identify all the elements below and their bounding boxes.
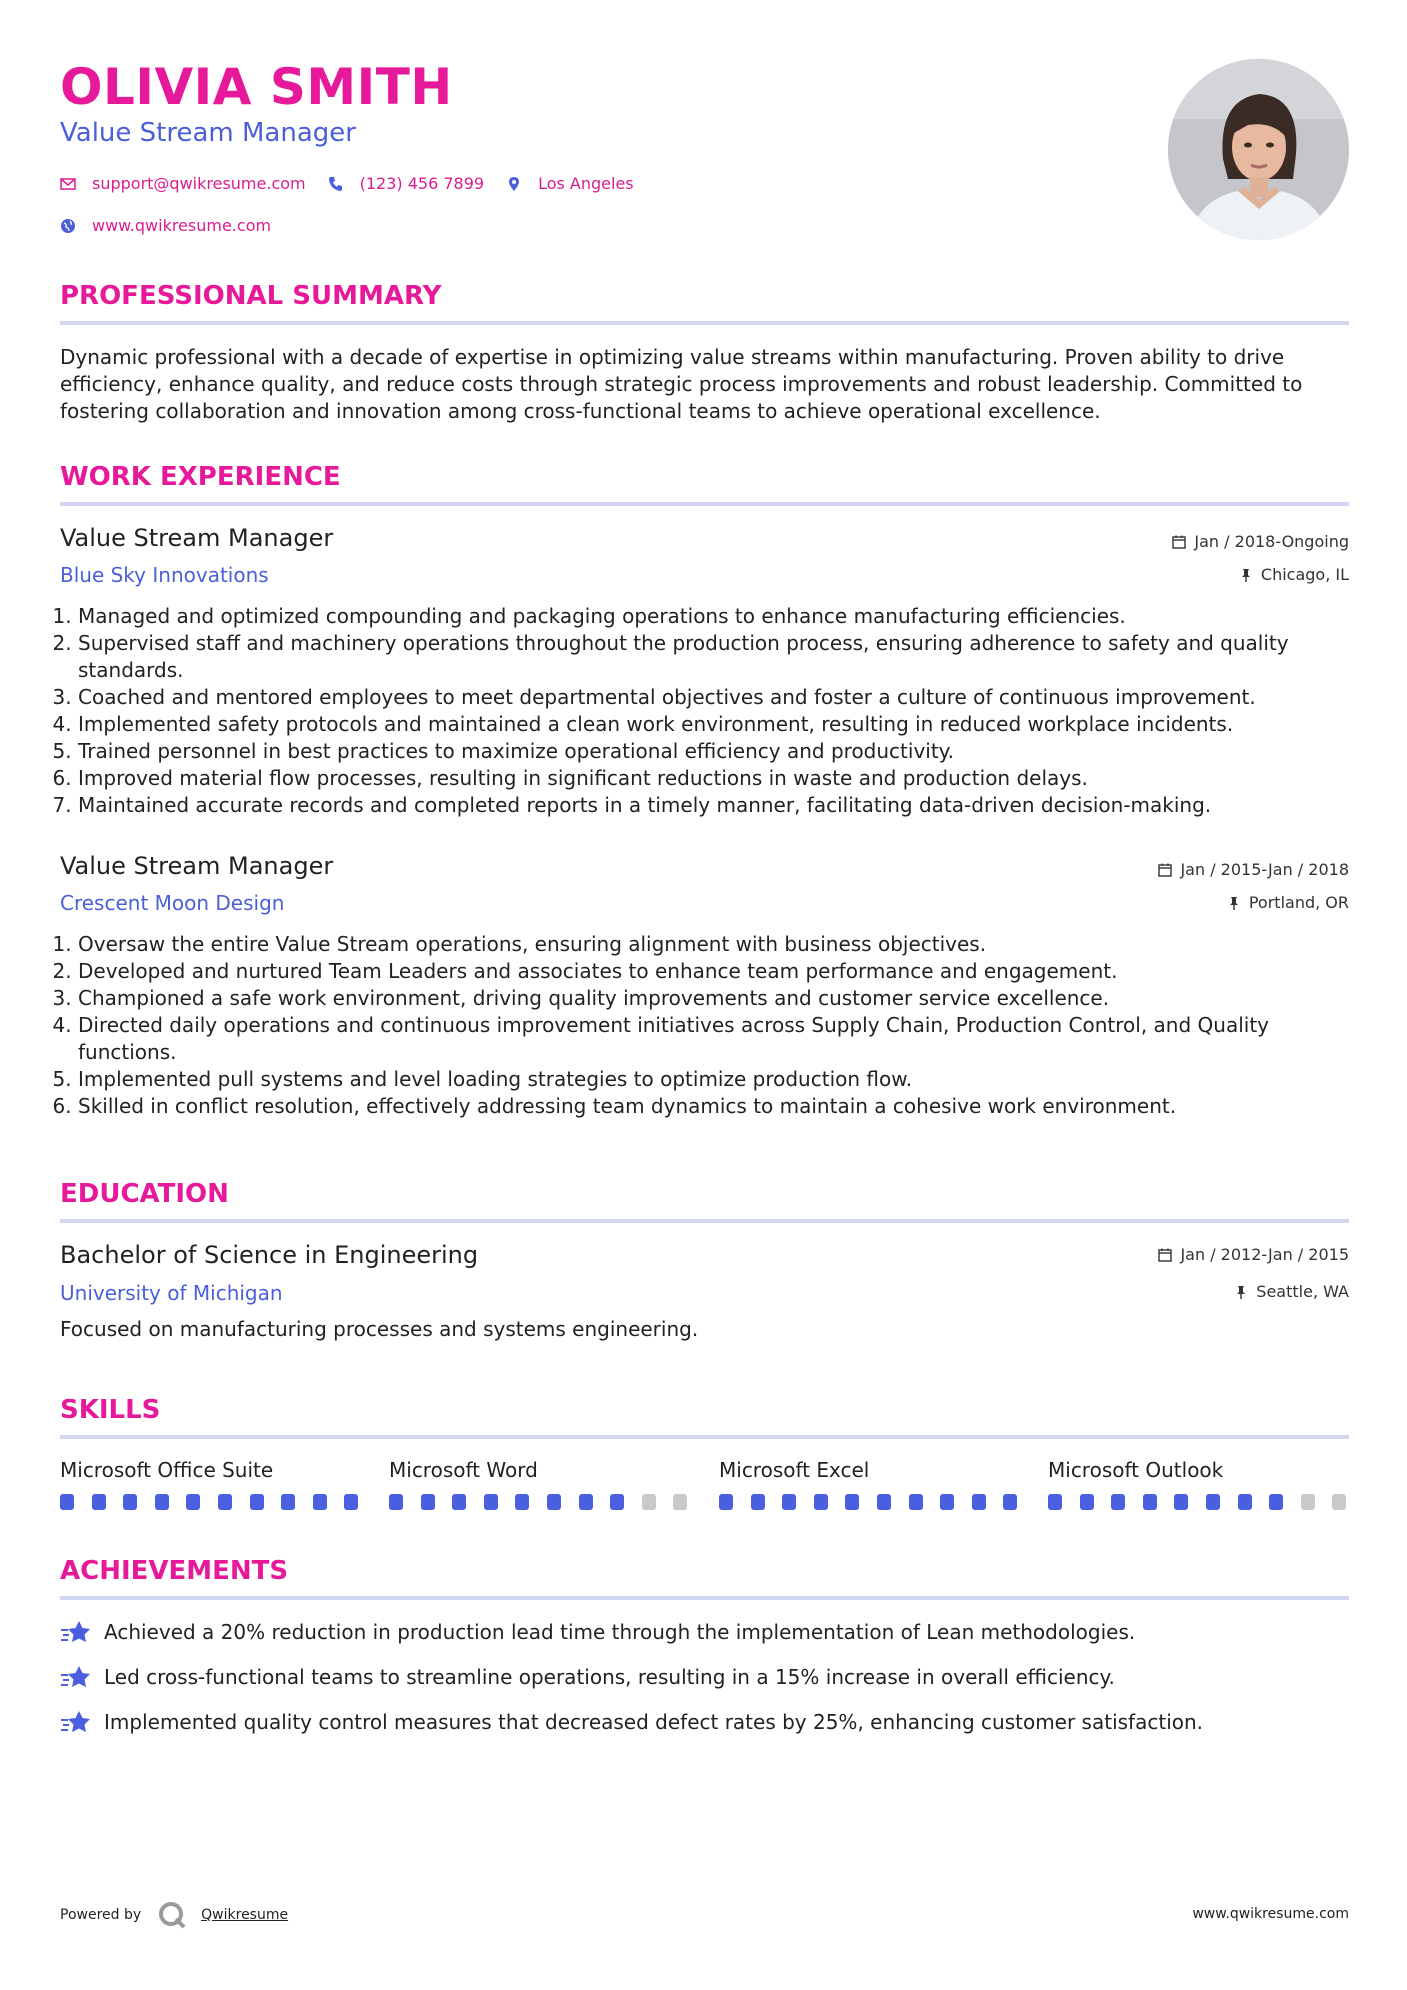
location-text: Los Angeles bbox=[538, 174, 634, 193]
qwikresume-logo-icon bbox=[157, 1900, 187, 1930]
list-item: 3. Championed a safe work environment, driving quality improvements and customer service excellence. bbox=[78, 985, 1368, 1012]
job-dates-text: Jan / 2018-Ongoing bbox=[1194, 532, 1349, 551]
achievement-item bbox=[60, 1618, 1135, 1646]
website-item[interactable] bbox=[60, 216, 271, 235]
rating-dot-empty bbox=[1301, 1494, 1315, 1510]
rating-dot-filled bbox=[515, 1494, 529, 1510]
achievements-divider bbox=[60, 1596, 1349, 1600]
education-location-text: Seattle, WA bbox=[1256, 1282, 1349, 1301]
phone-text: (123) 456 7899 bbox=[359, 174, 485, 193]
envelope-icon bbox=[60, 176, 76, 192]
experience-divider bbox=[60, 502, 1349, 506]
list-item: 6. Improved material flow processes, resulting in significant reductions in waste and production delays. bbox=[78, 765, 1368, 792]
rating-dot-filled bbox=[218, 1494, 232, 1510]
rating-dot-filled bbox=[782, 1494, 796, 1510]
star-icon bbox=[60, 1708, 92, 1736]
job-location-text: Chicago, IL bbox=[1260, 565, 1349, 584]
map-pin-icon bbox=[506, 176, 522, 192]
contact-row bbox=[60, 174, 656, 193]
rating-dot-filled bbox=[484, 1494, 498, 1510]
job-title: Value Stream Manager bbox=[60, 524, 334, 552]
rating-dot-filled bbox=[1269, 1494, 1283, 1510]
job-responsibilities bbox=[60, 931, 1368, 1120]
rating-dot-filled bbox=[877, 1494, 891, 1510]
rating-dot-filled bbox=[1174, 1494, 1188, 1510]
job-location bbox=[1227, 893, 1349, 912]
qwikresume-link[interactable]: Qwikresume bbox=[201, 1907, 289, 1923]
education-description: Focused on manufacturing processes and systems engineering. bbox=[60, 1317, 699, 1341]
skill-rating bbox=[389, 1494, 705, 1510]
rating-dot-filled bbox=[92, 1494, 106, 1510]
skill-item bbox=[1048, 1458, 1348, 1482]
footer-branding bbox=[60, 1900, 288, 1930]
job-dates bbox=[1158, 860, 1349, 879]
rating-dot-filled bbox=[972, 1494, 986, 1510]
rating-dot-filled bbox=[1143, 1494, 1157, 1510]
rating-dot-filled bbox=[940, 1494, 954, 1510]
rating-dot-filled bbox=[1206, 1494, 1220, 1510]
company-name: Blue Sky Innovations bbox=[60, 563, 269, 587]
degree-title: Bachelor of Science in Engineering bbox=[60, 1241, 479, 1269]
powered-by-label: Powered by bbox=[60, 1907, 142, 1923]
calendar-icon bbox=[1158, 863, 1172, 877]
achievement-text: Achieved a 20% reduction in production lead time through the implementation of Lean methodologies. bbox=[104, 1620, 1136, 1644]
rating-dot-filled bbox=[281, 1494, 295, 1510]
list-item: 3. Coached and mentored employees to meet departmental objectives and foster a culture of continuous improvement. bbox=[78, 684, 1368, 711]
job-location-text: Portland, OR bbox=[1248, 893, 1349, 912]
summary-divider bbox=[60, 321, 1349, 325]
company-name: Crescent Moon Design bbox=[60, 891, 285, 915]
skill-name: Microsoft Outlook bbox=[1048, 1458, 1224, 1482]
rating-dot-empty bbox=[1332, 1494, 1346, 1510]
job-dates bbox=[1172, 532, 1349, 551]
list-item: 5. Trained personnel in best practices to maximize operational efficiency and productivity. bbox=[78, 738, 1368, 765]
job-location bbox=[1239, 565, 1349, 584]
rating-dot-filled bbox=[751, 1494, 765, 1510]
rating-dot-filled bbox=[452, 1494, 466, 1510]
rating-dot-filled bbox=[547, 1494, 561, 1510]
calendar-icon bbox=[1158, 1248, 1172, 1262]
rating-dot-filled bbox=[1238, 1494, 1252, 1510]
skills-heading: SKILLS bbox=[60, 1395, 161, 1425]
job-responsibilities bbox=[60, 603, 1368, 819]
portrait-image bbox=[1168, 59, 1349, 240]
skills-divider bbox=[60, 1435, 1349, 1439]
rating-dot-filled bbox=[344, 1494, 358, 1510]
rating-dot-filled bbox=[155, 1494, 169, 1510]
education-heading: EDUCATION bbox=[60, 1179, 229, 1209]
education-divider bbox=[60, 1219, 1349, 1223]
list-item: 2. Developed and nurtured Team Leaders and associates to enhance team performance and engagement. bbox=[78, 958, 1368, 985]
skill-item bbox=[60, 1458, 360, 1482]
rating-dot-filled bbox=[1080, 1494, 1094, 1510]
achievement-text: Led cross-functional teams to streamline operations, resulting in a 15% increase in overall efficiency. bbox=[104, 1665, 1115, 1689]
skill-name: Microsoft Word bbox=[389, 1458, 538, 1482]
website-text: www.qwikresume.com bbox=[92, 216, 272, 235]
skill-rating bbox=[719, 1494, 1035, 1510]
skill-rating bbox=[60, 1494, 376, 1510]
achievement-item bbox=[60, 1663, 1115, 1691]
list-item: 7. Maintained accurate records and completed reports in a timely manner, facilitating data-driven decision-making. bbox=[78, 792, 1368, 819]
list-item: 5. Implemented pull systems and level loading strategies to optimize production flow. bbox=[78, 1066, 1368, 1093]
star-icon bbox=[60, 1618, 92, 1646]
profile-photo bbox=[1168, 59, 1349, 240]
summary-heading: PROFESSIONAL SUMMARY bbox=[60, 281, 442, 311]
experience-heading: WORK EXPERIENCE bbox=[60, 462, 341, 492]
phone-icon bbox=[328, 176, 344, 192]
list-item: 1. Oversaw the entire Value Stream operations, ensuring alignment with business objectives. bbox=[78, 931, 1368, 958]
job-title: Value Stream Manager bbox=[60, 852, 334, 880]
star-icon bbox=[60, 1663, 92, 1691]
rating-dot-filled bbox=[719, 1494, 733, 1510]
rating-dot-filled bbox=[60, 1494, 74, 1510]
rating-dot-filled bbox=[610, 1494, 624, 1510]
rating-dot-filled bbox=[579, 1494, 593, 1510]
list-item: 1. Managed and optimized compounding and packaging operations to enhance manufacturing efficiencies. bbox=[78, 603, 1368, 630]
list-item: 2. Supervised staff and machinery operations throughout the production process, ensuring adherence to safety and quality standards. bbox=[78, 630, 1368, 684]
skill-rating bbox=[1048, 1494, 1364, 1510]
rating-dot-filled bbox=[814, 1494, 828, 1510]
rating-dot-filled bbox=[1003, 1494, 1017, 1510]
skill-name: Microsoft Excel bbox=[719, 1458, 870, 1482]
education-location bbox=[1234, 1282, 1349, 1301]
skill-name: Microsoft Office Suite bbox=[60, 1458, 274, 1482]
phone-item[interactable] bbox=[328, 174, 484, 193]
rating-dot-filled bbox=[421, 1494, 435, 1510]
education-dates bbox=[1158, 1245, 1349, 1264]
rating-dot-empty bbox=[642, 1494, 656, 1510]
rating-dot-filled bbox=[313, 1494, 327, 1510]
achievement-item bbox=[60, 1708, 1203, 1736]
candidate-role: Value Stream Manager bbox=[60, 118, 356, 148]
list-item: 4. Implemented safety protocols and maintained a clean work environment, resulting in reduced workplace incidents. bbox=[78, 711, 1368, 738]
email-item[interactable] bbox=[60, 174, 306, 193]
globe-icon bbox=[60, 218, 76, 234]
rating-dot-filled bbox=[845, 1494, 859, 1510]
pin-icon bbox=[1234, 1285, 1248, 1299]
pin-icon bbox=[1227, 896, 1241, 910]
school-name: University of Michigan bbox=[60, 1281, 283, 1305]
calendar-icon bbox=[1172, 535, 1186, 549]
rating-dot-filled bbox=[909, 1494, 923, 1510]
footer-website[interactable]: www.qwikresume.com bbox=[1192, 1906, 1349, 1922]
location-item bbox=[506, 174, 634, 193]
candidate-name: OLIVIA SMITH bbox=[60, 58, 453, 116]
education-dates-text: Jan / 2012-Jan / 2015 bbox=[1180, 1245, 1349, 1264]
job-dates-text: Jan / 2015-Jan / 2018 bbox=[1180, 860, 1349, 879]
website-row bbox=[60, 216, 293, 235]
rating-dot-empty bbox=[673, 1494, 687, 1510]
skill-item bbox=[389, 1458, 689, 1482]
skill-item bbox=[719, 1458, 1019, 1482]
list-item: 4. Directed daily operations and continuous improvement initiatives across Supply Chain, Production Control, and Quality functions. bbox=[78, 1012, 1368, 1066]
achievement-text: Implemented quality control measures that decreased defect rates by 25%, enhancing customer satisfaction. bbox=[104, 1710, 1204, 1734]
rating-dot-filled bbox=[1111, 1494, 1125, 1510]
achievements-heading: ACHIEVEMENTS bbox=[60, 1556, 289, 1586]
list-item: 6. Skilled in conflict resolution, effectively addressing team dynamics to maintain a cohesive work environment. bbox=[78, 1093, 1368, 1120]
pin-icon bbox=[1239, 568, 1253, 582]
rating-dot-filled bbox=[186, 1494, 200, 1510]
rating-dot-filled bbox=[250, 1494, 264, 1510]
rating-dot-filled bbox=[123, 1494, 137, 1510]
email-text: support@qwikresume.com bbox=[92, 174, 306, 193]
summary-text: Dynamic professional with a decade of expertise in optimizing value streams within manufacturing. Proven ability to drive efficiency, enhance quality, and reduce costs through strategic process improvements and robust leadership. Committed to fostering collaboration and innovation among cross-functional teams to achieve operational excellence. bbox=[60, 345, 1303, 423]
rating-dot-filled bbox=[1048, 1494, 1062, 1510]
rating-dot-filled bbox=[389, 1494, 403, 1510]
